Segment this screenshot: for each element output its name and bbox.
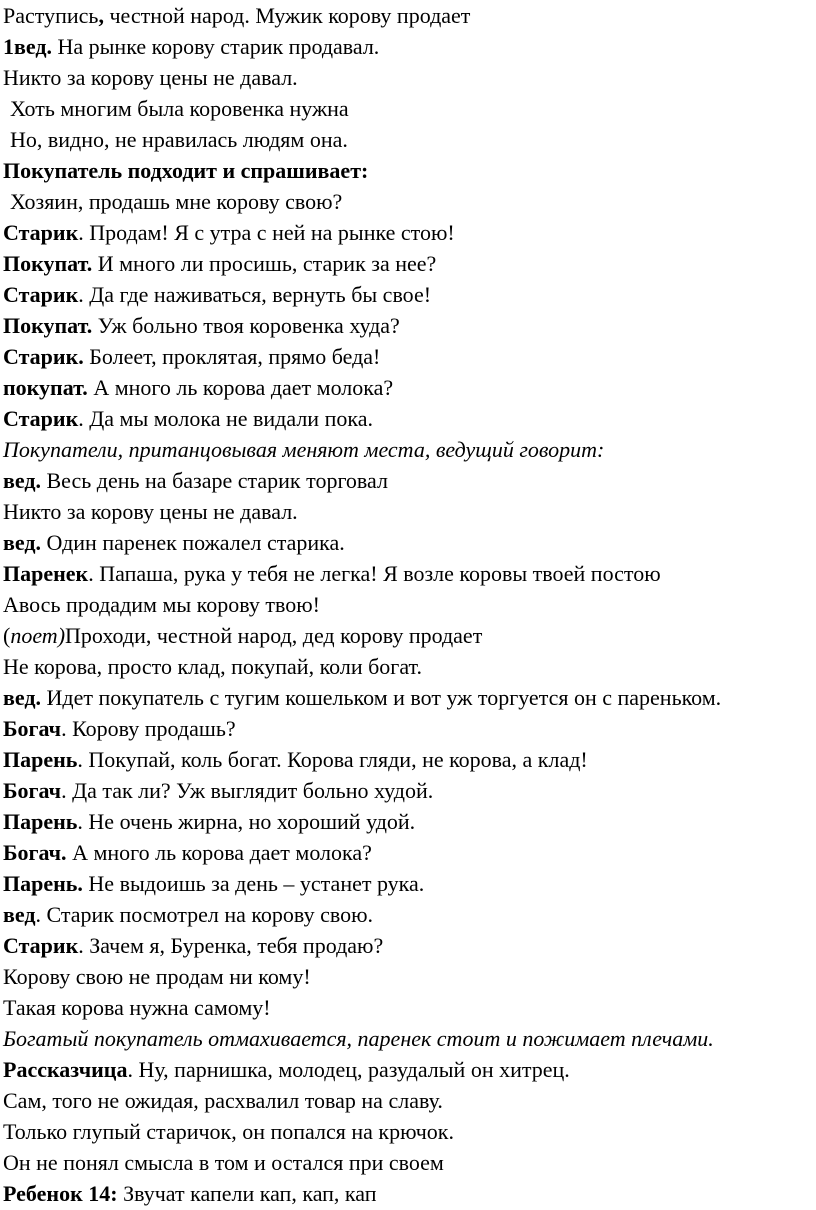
speaker-label: Старик <box>3 220 79 245</box>
line-text: А много ль корова дает молока? <box>66 840 372 865</box>
line-text: . Папаша, рука у тебя не легка! Я возле коровы твоей постою <box>88 561 661 586</box>
line-text: Сам, того не ожидая, расхвалил товар на славу. <box>3 1088 443 1113</box>
text-line <box>0 403 816 434</box>
line-text: Он не понял смысла в том и остался при своем <box>3 1150 444 1175</box>
line-text: Не выдоишь за день – устанет рука. <box>82 871 425 896</box>
speaker-label: вед <box>3 902 36 927</box>
speaker-label: Старик. <box>3 344 84 369</box>
speaker-label: Покупат. <box>3 251 93 276</box>
speaker-label: Паренек <box>3 561 89 586</box>
text-line <box>0 1116 816 1147</box>
line-text: . Продам! Я с утра с ней на рынке стою! <box>78 220 455 245</box>
line-text: Идет покупатель с тугим кошельком и вот уж торгуется он с пареньком. <box>40 685 722 710</box>
line-text: Проходи, честной народ, дед корову продает <box>65 623 483 648</box>
text-line <box>0 527 816 558</box>
text-line <box>0 837 816 868</box>
text-line <box>0 465 816 496</box>
line-text: Хозяин, продашь мне корову свою? <box>10 189 343 214</box>
text-line <box>0 155 816 186</box>
speaker-label: вед. <box>3 468 41 493</box>
text-line <box>0 496 816 527</box>
line-text: Хоть многим была коровенка нужна <box>10 96 349 121</box>
stage-direction: поет) <box>10 623 66 648</box>
text-line <box>0 651 816 682</box>
text-line <box>0 620 816 651</box>
text-line <box>0 62 816 93</box>
line-text: честной народ. Мужик корову продает <box>103 3 471 28</box>
line-text: Корову свою не продам ни кому! <box>3 964 311 989</box>
speaker-label: покупат. <box>3 375 88 400</box>
stage-direction: Покупатели, пританцовывая меняют места, ведущий говорит: <box>3 437 605 462</box>
speaker-label: вед. <box>3 530 41 555</box>
line-text: Такая корова нужна самому! <box>3 995 271 1020</box>
text-line <box>0 0 816 31</box>
line-text: На рынке корову старик продавал. <box>51 34 380 59</box>
text-line <box>0 248 816 279</box>
line-text: Весь день на базаре старик торговал <box>40 468 388 493</box>
line-text: . Да где наживаться, вернуть бы свое! <box>78 282 432 307</box>
text-line <box>0 682 816 713</box>
line-text: Раступись <box>3 3 99 28</box>
speaker-label: Парень <box>3 809 78 834</box>
text-line <box>0 744 816 775</box>
text-line <box>0 806 816 837</box>
text-line <box>0 31 816 62</box>
speaker-label: Старик <box>3 933 79 958</box>
speaker-label: Парень <box>3 747 78 772</box>
line-text: . Да мы молока не видали пока. <box>78 406 373 431</box>
speaker-label: Старик <box>3 406 79 431</box>
text-line <box>0 992 816 1023</box>
speaker-label: Богач. <box>3 840 67 865</box>
text-line <box>0 279 816 310</box>
line-text: Звучат капели кап, кап, кап <box>117 1181 377 1206</box>
text-line <box>0 1085 816 1116</box>
speaker-label: , <box>98 3 104 28</box>
line-text: . Не очень жирна, но хороший удой. <box>77 809 416 834</box>
speaker-label: Старик <box>3 282 79 307</box>
speaker-label: Богач <box>3 716 62 741</box>
text-line <box>0 124 816 155</box>
line-text: ( <box>3 623 11 648</box>
speaker-label: вед. <box>3 685 41 710</box>
line-text: . Старик посмотрел на корову свою. <box>35 902 374 927</box>
text-line <box>0 868 816 899</box>
speaker-label: Парень. <box>3 871 83 896</box>
text-line <box>0 558 816 589</box>
line-text: . Да так ли? Уж выглядит больно худой. <box>61 778 434 803</box>
text-line <box>0 1178 816 1209</box>
text-line <box>0 186 816 217</box>
text-line <box>0 217 816 248</box>
text-line <box>0 930 816 961</box>
line-text: Только глупый старичок, он попался на крючок. <box>3 1119 454 1144</box>
line-text: И много ли просишь, старик за нее? <box>92 251 437 276</box>
stage-direction: Богатый покупатель отмахивается, паренек стоит и пожимает плечами. <box>3 1026 714 1051</box>
text-line <box>0 775 816 806</box>
text-line <box>0 899 816 930</box>
text-line <box>0 434 816 465</box>
speaker-label: Рассказчица <box>3 1057 128 1082</box>
line-text: Авось продадим мы корову твою! <box>3 592 320 617</box>
line-text: Уж больно твоя коровенка худа? <box>92 313 400 338</box>
line-text: Никто за корову цены не давал. <box>3 499 298 524</box>
speaker-label: Ребенок 14: <box>3 1181 118 1206</box>
line-text: Один паренек пожалел старика. <box>40 530 345 555</box>
line-text: . Ну, парнишка, молодец, разудалый он хитрец. <box>127 1057 570 1082</box>
line-text: Не корова, просто клад, покупай, коли богат. <box>3 654 422 679</box>
text-line <box>0 341 816 372</box>
line-text: Никто за корову цены не давал. <box>3 65 298 90</box>
speaker-label: Покупат. <box>3 313 93 338</box>
speaker-label: 1вед. <box>3 34 52 59</box>
line-text: Болеет, проклятая, прямо беда! <box>83 344 381 369</box>
text-line <box>0 961 816 992</box>
text-line <box>0 713 816 744</box>
text-line <box>0 589 816 620</box>
speaker-label: Покупатель подходит и спрашивает: <box>3 158 369 183</box>
text-line <box>0 1054 816 1085</box>
text-line <box>0 1023 816 1054</box>
speaker-label: Богач <box>3 778 62 803</box>
text-line <box>0 310 816 341</box>
line-text: . Зачем я, Буренка, тебя продаю? <box>78 933 384 958</box>
text-line <box>0 93 816 124</box>
line-text: А много ль корова дает молока? <box>87 375 394 400</box>
line-text: . Покупай, коль богат. Корова гляди, не корова, а клад! <box>77 747 588 772</box>
text-line <box>0 372 816 403</box>
text-line <box>0 1147 816 1178</box>
line-text: Но, видно, не нравилась людям она. <box>10 127 348 152</box>
line-text: . Корову продашь? <box>61 716 236 741</box>
